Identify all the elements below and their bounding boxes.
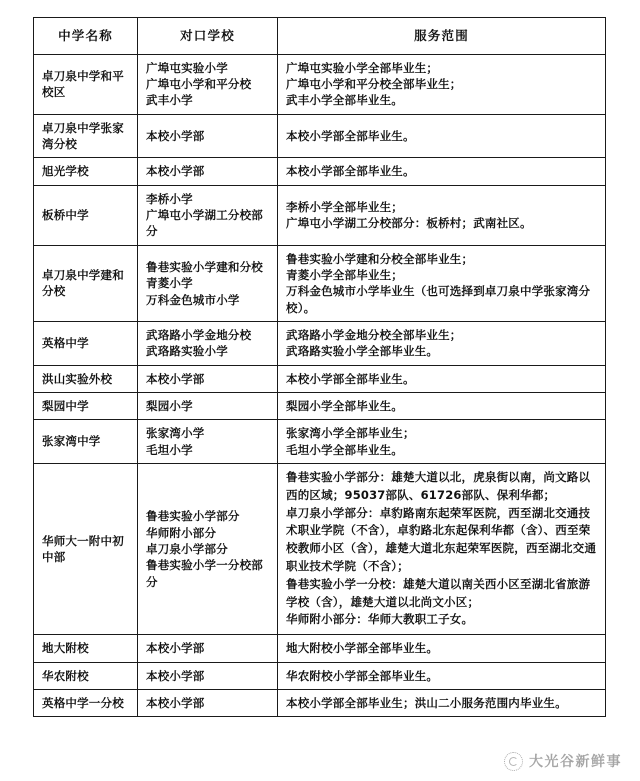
feeder-school-line: 梨园小学 bbox=[146, 399, 193, 413]
cell-feeder-schools bbox=[138, 245, 278, 321]
feeder-school-line: 青菱小学 bbox=[146, 276, 193, 291]
service-range-line: 鲁巷实验小学建和分校全部毕业生； bbox=[286, 251, 474, 266]
table-body bbox=[34, 54, 606, 717]
cell-service-range bbox=[278, 420, 606, 464]
feeder-school-line: 本校小学部 bbox=[146, 695, 205, 710]
cell-school-name: 板桥中学 bbox=[34, 185, 138, 245]
service-range-line: 鲁巷实验小学部分：雄楚大道以北，虎泉街以南，尚文路以西的区域；95037部队、61726部队、保利华都； bbox=[286, 469, 591, 502]
circle-logo-icon bbox=[504, 752, 523, 771]
cell-school-name: 洪山实验外校 bbox=[34, 365, 138, 392]
cell-school-name: 地大附校 bbox=[34, 635, 138, 662]
table-row bbox=[34, 322, 606, 366]
cell-school-name: 华农附校 bbox=[34, 662, 138, 689]
feeder-school-line: 武丰小学 bbox=[146, 93, 193, 108]
feeder-school-line: 卓刀泉小学部分 bbox=[146, 541, 228, 556]
service-range-line: 张家湾小学全部毕业生； bbox=[286, 426, 415, 441]
feeder-school-line: 万科金色城市小学 bbox=[146, 292, 240, 307]
table-row bbox=[34, 463, 606, 634]
cell-feeder-schools bbox=[138, 114, 278, 158]
service-range-line: 本校小学部全部毕业生。 bbox=[286, 128, 415, 143]
cell-service-range bbox=[278, 635, 606, 662]
cell-service-range bbox=[278, 393, 606, 420]
cell-service-range bbox=[278, 54, 606, 114]
cell-school-name: 英格中学 bbox=[34, 322, 138, 366]
cell-service-range bbox=[278, 662, 606, 689]
table-row bbox=[34, 185, 606, 245]
cell-service-range bbox=[278, 365, 606, 392]
feeder-school-line: 武珞路实验小学 bbox=[146, 344, 228, 359]
feeder-school-line: 鲁巷实验小学建和分校 bbox=[146, 259, 263, 274]
cell-feeder-schools bbox=[138, 185, 278, 245]
feeder-school-line: 本校小学部 bbox=[146, 371, 205, 386]
cell-feeder-schools bbox=[138, 322, 278, 366]
cell-service-range bbox=[278, 114, 606, 158]
service-range-line: 毛坦小学全部毕业生。 bbox=[286, 442, 403, 457]
table-row bbox=[34, 365, 606, 392]
cell-feeder-schools bbox=[138, 393, 278, 420]
cell-school-name: 旭光学校 bbox=[34, 158, 138, 185]
cell-service-range bbox=[278, 322, 606, 366]
service-range-line: 华农附校小学部全部毕业生。 bbox=[286, 668, 439, 683]
feeder-school-line: 本校小学部 bbox=[146, 164, 205, 179]
cell-school-name: 卓刀泉中学建和分校 bbox=[34, 245, 138, 321]
school-district-table bbox=[33, 17, 606, 717]
feeder-school-line: 本校小学部 bbox=[146, 128, 205, 143]
feeder-school-line: 广埠屯小学湖工分校部分 bbox=[146, 208, 263, 239]
cell-feeder-schools bbox=[138, 463, 278, 634]
service-range-line: 广埠屯实验小学全部毕业生； bbox=[286, 60, 439, 75]
service-range-line: 华师附小部分：华师大教职工子女。 bbox=[286, 612, 474, 627]
service-range-line: 武珞路实验小学全部毕业生。 bbox=[286, 344, 439, 359]
table-row bbox=[34, 158, 606, 185]
feeder-school-line: 鲁巷实验小学一分校部分 bbox=[146, 558, 263, 589]
cell-service-range bbox=[278, 463, 606, 634]
feeder-school-line: 鲁巷实验小学部分 bbox=[146, 509, 240, 524]
table-row bbox=[34, 689, 606, 716]
service-range-line: 梨园小学全部毕业生。 bbox=[286, 399, 403, 413]
feeder-school-line: 张家湾小学 bbox=[146, 426, 205, 441]
cell-feeder-schools bbox=[138, 54, 278, 114]
feeder-school-line: 本校小学部 bbox=[146, 641, 205, 656]
feeder-school-line: 毛坦小学 bbox=[146, 442, 193, 457]
watermark bbox=[504, 751, 622, 771]
feeder-school-line: 武珞路小学金地分校 bbox=[146, 328, 252, 343]
service-range-line: 万科金色城市小学毕业生（也可选择到卓刀泉中学张家湾分校）。 bbox=[286, 284, 591, 315]
cell-school-name: 华师大一附中初中部 bbox=[34, 463, 138, 634]
column-header-range: 服务范围 bbox=[278, 18, 606, 55]
cell-feeder-schools bbox=[138, 635, 278, 662]
service-range-line: 李桥小学全部毕业生； bbox=[286, 199, 403, 214]
cell-service-range bbox=[278, 689, 606, 716]
service-range-line: 卓刀泉小学部分：卓豹路南东起荣军医院，西至湖北交通技术职业学院（不含），卓豹路北东起保利华都（含）、西至荣校教师小区（含），雄楚大道北东起荣军医院，西至湖北交通职业技术学院（不含）； bbox=[286, 505, 597, 574]
service-range-line: 广埠屯小学和平分校全部毕业生； bbox=[286, 77, 462, 92]
service-range-line: 本校小学部全部毕业生。 bbox=[286, 164, 415, 179]
column-header-feeder: 对口学校 bbox=[138, 18, 278, 55]
watermark-label: 大光谷新鲜事 bbox=[529, 754, 622, 770]
table-header bbox=[34, 18, 606, 55]
feeder-school-line: 李桥小学 bbox=[146, 191, 193, 206]
service-range-line: 广埠屯小学湖工分校部分：板桥村；武南社区。 bbox=[286, 216, 532, 231]
service-range-line: 青菱小学全部毕业生； bbox=[286, 268, 403, 283]
service-range-line: 鲁巷实验小学一分校：雄楚大道以南关西小区至湖北省旅游学校（含），雄楚大道以北尚文小区； bbox=[286, 576, 591, 609]
feeder-school-line: 广埠屯小学和平分校 bbox=[146, 77, 252, 92]
table-row bbox=[34, 54, 606, 114]
column-header-school: 中学名称 bbox=[34, 18, 138, 55]
cell-service-range bbox=[278, 158, 606, 185]
service-range-line: 武丰小学全部毕业生。 bbox=[286, 93, 403, 108]
district-table-container bbox=[33, 17, 605, 717]
service-range-line: 地大附校小学部全部毕业生。 bbox=[286, 641, 439, 656]
cell-feeder-schools bbox=[138, 689, 278, 716]
cell-school-name: 张家湾中学 bbox=[34, 420, 138, 464]
table-row bbox=[34, 635, 606, 662]
cell-school-name: 卓刀泉中学和平校区 bbox=[34, 54, 138, 114]
feeder-school-line: 本校小学部 bbox=[146, 668, 205, 683]
cell-feeder-schools bbox=[138, 365, 278, 392]
service-range-line: 武珞路小学金地分校全部毕业生； bbox=[286, 328, 462, 343]
cell-service-range bbox=[278, 245, 606, 321]
cell-feeder-schools bbox=[138, 420, 278, 464]
feeder-school-line: 广埠屯实验小学 bbox=[146, 60, 228, 75]
cell-school-name: 英格中学一分校 bbox=[34, 689, 138, 716]
cell-feeder-schools bbox=[138, 158, 278, 185]
table-row bbox=[34, 420, 606, 464]
cell-school-name: 梨园中学 bbox=[34, 393, 138, 420]
table-row bbox=[34, 393, 606, 420]
service-range-line: 本校小学部全部毕业生。 bbox=[286, 371, 415, 386]
cell-service-range bbox=[278, 185, 606, 245]
table-row bbox=[34, 245, 606, 321]
feeder-school-line: 华师附小部分 bbox=[146, 525, 217, 540]
table-header-row bbox=[34, 18, 606, 55]
table-row bbox=[34, 662, 606, 689]
cell-feeder-schools bbox=[138, 662, 278, 689]
cell-school-name: 卓刀泉中学张家湾分校 bbox=[34, 114, 138, 158]
service-range-line: 本校小学部全部毕业生；洪山二小服务范围内毕业生。 bbox=[286, 695, 567, 710]
table-row bbox=[34, 114, 606, 158]
